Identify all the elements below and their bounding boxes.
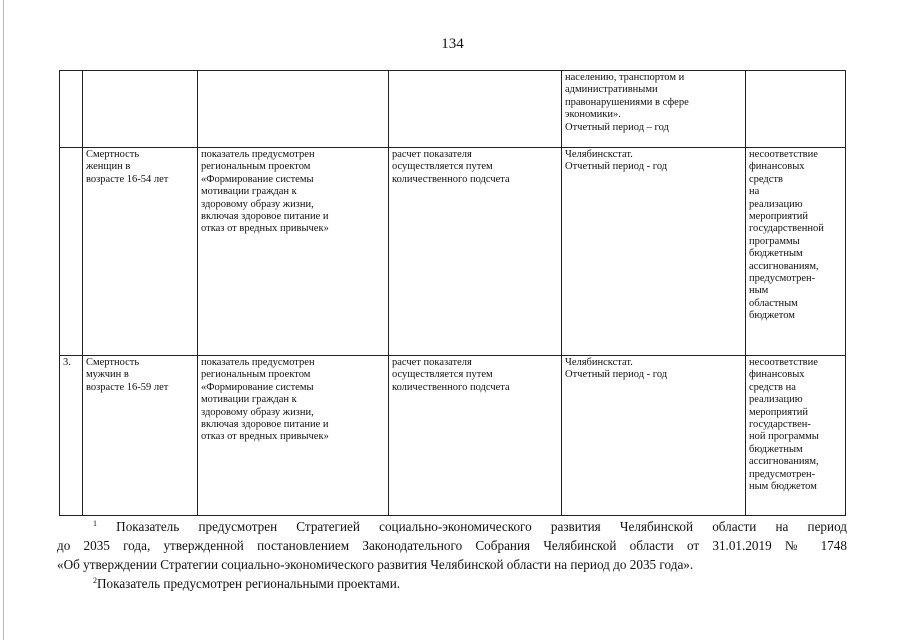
- risk-cell-line: бюджетом: [749, 310, 795, 322]
- source-cell-line: населению, транспортом и: [565, 72, 685, 83]
- basis-cell-line: включая здоровое питание и: [201, 211, 329, 223]
- risk-cell-line: бюджетным: [749, 248, 803, 260]
- page-edge-line: [3, 0, 4, 640]
- basis-cell-line: мотивации граждан к: [201, 394, 297, 406]
- basis-cell-line: показатель предусмотрен: [201, 357, 315, 368]
- footnote-1-mark: 1: [93, 519, 97, 528]
- basis-cell-line: здоровому образу жизни,: [201, 406, 314, 418]
- method-cell: [389, 356, 562, 516]
- basis-cell: [198, 71, 389, 148]
- table-row: [60, 356, 846, 516]
- risk-cell-line: несоответствие: [749, 149, 818, 160]
- footnote-2-mark: 2: [93, 576, 97, 585]
- footnote-2: $^2$Показатель предусмотрен региональными проектами.: [93, 576, 401, 591]
- risk-cell-line: средств на: [749, 381, 796, 393]
- basis-cell-line: показатель предусмотрен: [201, 149, 315, 160]
- indicator-name-cell: [83, 356, 198, 516]
- method-cell-line: расчет показателя: [392, 149, 472, 160]
- basis-cell-line: мотивации граждан к: [201, 186, 297, 198]
- indicator-name-cell: [83, 148, 198, 356]
- table-row-continuation: [60, 71, 846, 148]
- num-cell-line: 3.: [63, 357, 71, 368]
- source-cell-line: правонарушениями в сфере: [565, 96, 689, 108]
- risk-cell-line: ассигнованиям,: [749, 260, 819, 272]
- source-cell-line: Отчетный период – год: [565, 121, 669, 133]
- indicator-name-cell-line: Смертность: [86, 149, 140, 160]
- risk-cell-line: реализацию: [749, 198, 803, 210]
- num-cell: [60, 356, 83, 516]
- risk-cell-line: областным: [749, 297, 798, 309]
- risk-cell: [746, 356, 846, 516]
- indicators-table: [59, 70, 846, 516]
- risk-cell-line: ассигнованиям,: [749, 456, 819, 468]
- source-cell: [562, 148, 746, 356]
- basis-cell-line: региональным проектом: [201, 161, 311, 173]
- source-cell-line: Отчетный период - год: [565, 369, 668, 381]
- footnote-1-line-1: $^1$ Показатель предусмотрен Стратегией социально-экономического развития Челябинской области на период: [93, 519, 848, 534]
- method-cell-line: количественного подсчета: [392, 173, 510, 185]
- footnote-1-line-2: до 2035 года, утвержденной постановлением Законодательного Собрания Челябинской области от 31.01.2019 № 1748: [57, 538, 847, 553]
- risk-cell-line: реализацию: [749, 394, 803, 406]
- method-cell-line: расчет показателя: [392, 357, 472, 368]
- risk-cell-line: финансовых: [749, 161, 805, 173]
- risk-cell-line: ным бюджетом: [749, 481, 817, 493]
- indicator-name-cell: [83, 71, 198, 148]
- num-cell: [60, 71, 83, 148]
- footnotes: [57, 517, 847, 593]
- indicator-name-cell-line: возрасте 16-54 лет: [86, 173, 169, 185]
- basis-cell-line: отказ от вредных привычек»: [201, 431, 329, 443]
- risk-cell: [746, 148, 846, 356]
- source-cell-line: Челябинскстат.: [565, 149, 633, 160]
- risk-cell: [746, 71, 846, 148]
- page-number: 134: [441, 36, 464, 52]
- risk-cell-line: программы: [749, 235, 800, 247]
- risk-cell-line: государственной: [749, 223, 824, 235]
- method-cell-line: количественного подсчета: [392, 381, 510, 393]
- source-cell-line: административными: [565, 84, 658, 96]
- risk-cell-line: государствен-: [749, 419, 811, 431]
- source-cell-line: Челябинскстат.: [565, 357, 633, 368]
- risk-cell-line: мероприятий: [749, 406, 808, 418]
- basis-cell-line: «Формирование системы: [201, 173, 314, 185]
- risk-cell-line: финансовых: [749, 369, 805, 381]
- num-cell: [60, 148, 83, 356]
- risk-cell-line: на: [749, 186, 760, 198]
- footnote-1-line-3: «Об утверждении Стратегии социально-экономического развития Челябинской области на период до 2035 года».: [57, 557, 694, 572]
- risk-cell-line: несоответствие: [749, 357, 818, 368]
- basis-cell-line: «Формирование системы: [201, 381, 314, 393]
- risk-cell-line: средств: [749, 173, 783, 185]
- risk-cell-line: предусмотрен-: [749, 273, 816, 285]
- method-cell-line: осуществляется путем: [392, 161, 493, 173]
- source-cell: [562, 71, 746, 148]
- basis-cell-line: включая здоровое питание и: [201, 419, 329, 431]
- basis-cell: [198, 356, 389, 516]
- indicator-name-cell-line: Смертность: [86, 357, 140, 368]
- risk-cell-line: ной программы: [749, 431, 819, 443]
- table-row: [60, 148, 846, 356]
- indicator-name-cell-line: женщин в: [86, 161, 131, 173]
- indicator-name-cell-line: мужчин в: [86, 369, 129, 381]
- risk-cell-line: бюджетным: [749, 443, 803, 455]
- basis-cell-line: региональным проектом: [201, 369, 311, 381]
- risk-cell-line: предусмотрен-: [749, 468, 816, 480]
- risk-cell-line: мероприятий: [749, 211, 808, 223]
- basis-cell-line: здоровому образу жизни,: [201, 198, 314, 210]
- source-cell: [562, 356, 746, 516]
- method-cell: [389, 148, 562, 356]
- source-cell-line: Отчетный период - год: [565, 161, 668, 173]
- method-cell-line: осуществляется путем: [392, 369, 493, 381]
- source-cell-line: экономики».: [565, 109, 621, 121]
- basis-cell-line: отказ от вредных привычек»: [201, 223, 329, 235]
- risk-cell-line: ным: [749, 285, 769, 297]
- indicator-name-cell-line: возрасте 16-59 лет: [86, 381, 169, 393]
- method-cell: [389, 71, 562, 148]
- basis-cell: [198, 148, 389, 356]
